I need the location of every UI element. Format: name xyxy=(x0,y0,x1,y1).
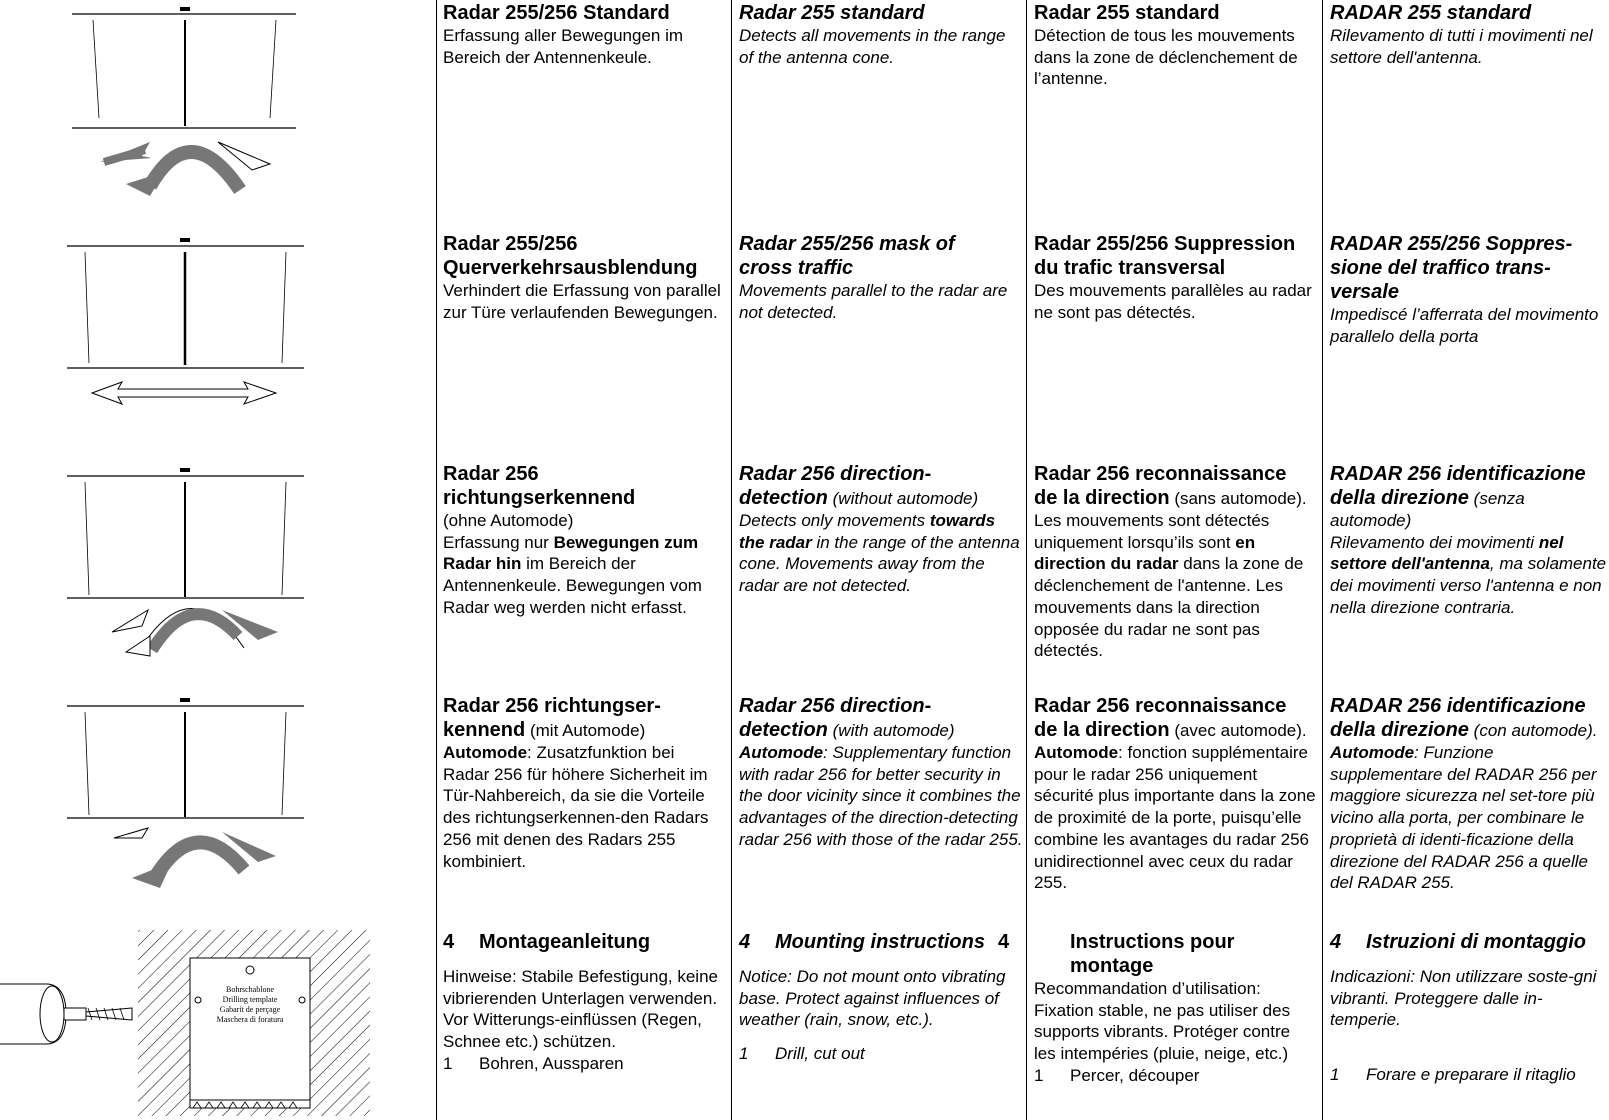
row4-de-title: kennend (mit Automode) xyxy=(443,719,646,741)
row2-fr-body: Des mouvements parallèles au radar ne sont pas détectés. xyxy=(1034,281,1312,322)
row3-fr-title: Radar 256 reconnaissance xyxy=(1034,463,1287,485)
section4-fr-heading: 4 Instructions pour montage xyxy=(998,931,1235,977)
row4-fr xyxy=(1034,694,1319,894)
row4-de-body: Automode: Zusatzfunktion bei Radar 256 für höhere Sicherheit im Tür-Nahbereich, da sie die Vorteile des richtungserkennen-den Radars 256 mit denen des Radars 255 kombiniert. xyxy=(443,743,709,871)
row3-it-title: della direzione (senza automode) xyxy=(1330,487,1525,530)
row1-de-title: Radar 255/256 Standard xyxy=(443,2,670,24)
row2-de-title: Querverkehrsausblendung xyxy=(443,257,698,279)
row2-en-title: Radar 255/256 mask of xyxy=(739,233,955,255)
row4-en-body: Automode: Supplementary function with radar 256 for better security in the door vicinity since it combines the advantages of the direction-detecting radar 256 with those of the radar 255. xyxy=(739,743,1023,849)
row2-de-title: Radar 255/256 xyxy=(443,233,578,255)
row2-fr xyxy=(1034,232,1316,323)
row2-de-body: Verhindert die Erfassung von parallel zur Türe verlaufenden Bewegungen. xyxy=(443,281,721,322)
template-label: Drilling template xyxy=(222,995,278,1004)
section4-en-heading: 4 Mounting instructions xyxy=(739,931,985,953)
row3-de-title: Radar 256 xyxy=(443,463,539,485)
row3-en-title: Radar 256 direction- xyxy=(739,463,932,485)
row2-en-title: cross traffic xyxy=(739,257,854,279)
row1-en-title: Radar 255 standard xyxy=(739,2,925,24)
row2-fr-title: Radar 255/256 Suppression xyxy=(1034,233,1296,255)
row2-en xyxy=(739,232,1021,323)
section4-en-step: 1 Drill, cut out xyxy=(739,1044,865,1064)
radar-direction-figure xyxy=(0,460,330,660)
row4-it-title: RADAR 256 identificazione xyxy=(1330,695,1586,717)
row3-fr-body: de la direction (sans automode). Les mouvements sont détectés uniquement lorsqu’ils sont en direction du radar dans la zone de déclenchement de l'antenne. Les mouvements dans la direction opposée du radar ne sont pas détectés. xyxy=(1034,487,1307,661)
section4-it-heading: 4 Istruzioni di montaggio xyxy=(1330,931,1586,953)
row2-it-body: Impediscé l’afferrata del movimento parallelo della porta xyxy=(1330,305,1599,346)
row2-en-body: Movements parallel to the radar are not detected. xyxy=(739,281,1008,322)
row1-it xyxy=(1330,1,1609,68)
section4-de-step: 1 Bohren, Aussparen xyxy=(443,1053,624,1073)
row1-fr-body: Détection de tous les mouvements dans la zone de déclenchement de l’antenne. xyxy=(1034,26,1298,89)
template-label: Bohrschablone xyxy=(226,985,274,994)
row3-en xyxy=(739,462,1021,597)
row2-de xyxy=(443,232,725,323)
row1-it-body: Rilevamento di tutti i movimenti nel settore dell'antenna. xyxy=(1330,26,1593,67)
row1-fr xyxy=(1034,1,1316,90)
row3-it-title: RADAR 256 identificazione xyxy=(1330,463,1586,485)
row2-fr-title: du trafic transversal xyxy=(1034,257,1226,279)
row3-de-title: richtungserkennend xyxy=(443,487,636,509)
template-label: Maschera di foratura xyxy=(216,1015,284,1024)
row2-it-title: versale xyxy=(1330,281,1399,303)
row1-en-body: Detects all movements in the range of the antenna cone. xyxy=(739,26,1006,67)
radar-automode-figure xyxy=(0,690,330,890)
row3-fr xyxy=(1034,462,1316,662)
row3-en-title: detection (without automode) xyxy=(739,487,979,509)
row4-en xyxy=(739,694,1024,851)
row1-de-body: Erfassung aller Bewegungen im Bereich der Antennenkeule. xyxy=(443,26,684,67)
radar-cross-traffic-figure xyxy=(0,230,330,410)
section4-it-notice: Indicazioni: Non utilizzare soste-gni vibranti. Proteggere dalle in-temperie. xyxy=(1330,967,1597,1030)
row4-it xyxy=(1330,694,1609,894)
row3-de-body: Erfassung nur Bewegungen zum Radar hin im Bereich der Antennenkeule. Bewegungen vom Radar weg werden nicht erfasst. xyxy=(443,532,702,617)
radar-standard-figure xyxy=(0,0,330,200)
drilling-template-figure xyxy=(0,928,380,1120)
section4-de-notice: Hinweise: Stabile Befestigung, keine vibrierenden Unterlagen verwenden. Vor Witterungs-einflüssen (Regen, Schnee etc.) schützen. xyxy=(443,967,718,1052)
section4-fr xyxy=(998,930,1316,1087)
column-divider xyxy=(1322,0,1323,1120)
row1-fr-title: Radar 255 standard xyxy=(1034,2,1220,24)
section4-de-heading: 4 Montageanleitung xyxy=(443,931,651,953)
row2-it-title: sione del traffico trans- xyxy=(1330,257,1551,279)
row4-fr-body: de la direction (avec automode). Automode: fonction supplémentaire pour le radar 256 uniquement sécurité plus importante dans la zone de proximité de la porte, puisqu’elle combine les avantages du radar 256 unidirectionnel avec ceux du radar 255. xyxy=(1034,719,1316,893)
row4-de-title: Radar 256 richtungser- xyxy=(443,695,661,717)
row4-de xyxy=(443,694,725,872)
section4-it-step: 1 Forare e preparare il ritaglio xyxy=(1330,1065,1576,1085)
row3-de-sub: (ohne Automode) xyxy=(443,511,574,530)
section4-fr-step: 1 Percer, découper xyxy=(1034,1065,1200,1085)
row4-it-body: della direzione (con automode). Automode: Funzione supplementare del RADAR 256 per maggiore sicurezza nel set-tore più vicino alla porta, per combinare le proprietà di identi-ficazione della direzione del RADAR 256 a quelle del RADAR 255. xyxy=(1330,719,1598,893)
row2-it xyxy=(1330,232,1609,347)
section4-it xyxy=(1330,930,1609,1086)
row4-fr-title: Radar 256 reconnaissance xyxy=(1034,695,1287,717)
row3-it-body: Rilevamento dei movimenti nel settore dell'antenna, ma solamente dei movimenti verso l'antenna e non nella direzione contraria. xyxy=(1330,532,1607,617)
row1-de xyxy=(443,1,725,68)
section4-de xyxy=(443,930,725,1075)
row1-it-title: RADAR 255 standard xyxy=(1330,2,1532,24)
template-label: Gabarit de perçage xyxy=(219,1005,281,1014)
column-divider xyxy=(731,0,732,1120)
section4-en xyxy=(739,930,1021,1065)
section4-fr-notice: Recommandation d’utilisation: Fixation stable, ne pas utiliser des supports vibrants. Protéger contre les intempéries (pluie, neige, etc.) xyxy=(1034,979,1291,1064)
row2-it-title: RADAR 255/256 Soppres- xyxy=(1330,233,1573,255)
row3-en-body: Detects only movements towards the radar in the range of the antenna cone. Movements away from the radar are not detected. xyxy=(739,511,1020,596)
row3-de xyxy=(443,462,725,619)
section4-en-notice: Notice: Do not mount onto vibrating base. Protect against influences of weather (rain, snow, etc.). xyxy=(739,967,1006,1030)
row4-en-title: Radar 256 direction- xyxy=(739,695,932,717)
row4-en-title: detection (with automode) xyxy=(739,719,955,741)
row3-it xyxy=(1330,462,1609,619)
row1-en xyxy=(739,1,1021,68)
column-divider xyxy=(1026,0,1027,1120)
column-divider xyxy=(436,0,437,1120)
